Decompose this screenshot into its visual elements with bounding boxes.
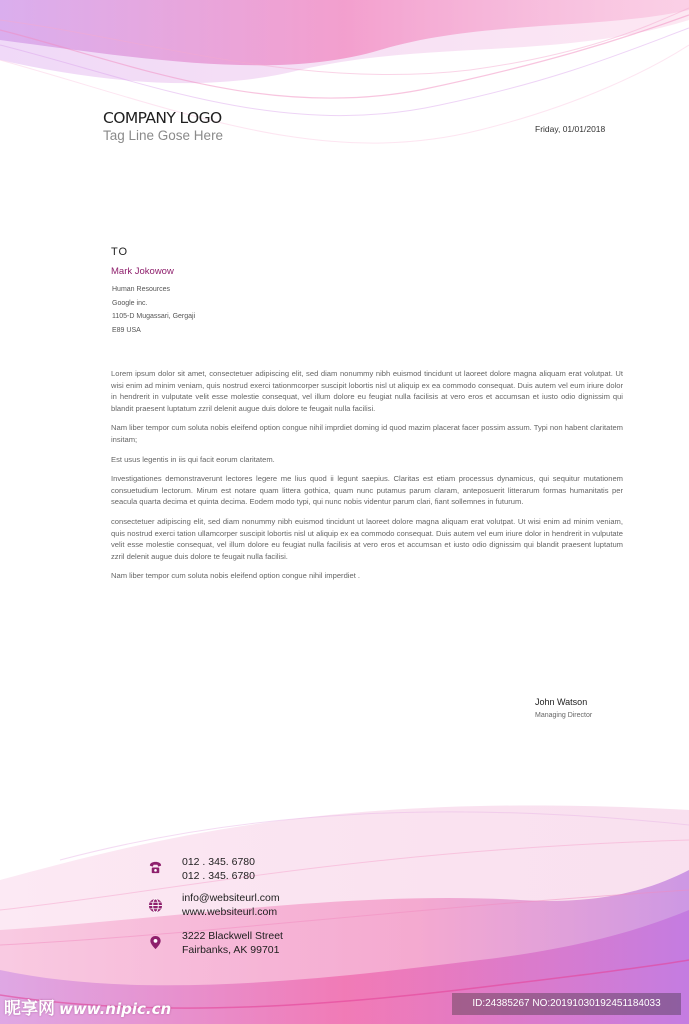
phone-number: 012 . 345. 6780 <box>182 870 255 882</box>
site-watermark <box>4 994 171 1019</box>
logo-title: COMPANY LOGO <box>103 109 222 127</box>
body-paragraph: Nam liber tempor cum soluta nobis eleifend option congue nihil imprdiet doming id quod mazim placerat facer possim assum. Typi non habent claritatem insitam; <box>111 423 623 444</box>
phone-icon <box>148 860 163 875</box>
body-paragraph: Nam liber tempor cum soluta nobis eleifend option congue nihil imperdiet . <box>111 571 361 581</box>
body-paragraph: consectetuer adipiscing elit, sed diam nonummy nibh euismod tincidunt ut laoreet dolore magna aliquam erat volutpat. Ut wisi enim ad minim veniam, quis nostrud exerci tation ullamcorper suscipit lobortis nisl ut aliquip ex ea commodo consequat. Duis autem vel eum iriure dolor in hendrerit in vulputate velit esse molestie consequat, vel illum dolore eu feugiat nulla facilisis at vero eros et accumsan et iusto odio dignissim qui blandit praesent luptatum zzril delenit augue duis dolore te feugait nulla facilisi. <box>111 516 623 561</box>
footer-wave-decoration <box>0 770 689 1024</box>
signature-block <box>535 697 592 719</box>
image-id-watermark: ID:24385267 NO:20191030192451184033 <box>452 993 681 1015</box>
email-address: info@websiteurl.com <box>182 892 280 904</box>
location-pin-icon <box>148 935 163 950</box>
recipient-line: 1105-D Mugassari, Gergaji <box>112 313 196 320</box>
address-line: 3222 Blackwell Street <box>182 930 283 942</box>
header-wave-decoration <box>0 0 689 200</box>
letter-body <box>111 368 623 590</box>
company-logo <box>103 108 223 144</box>
body-paragraph: Est usus legentis in iis qui facit eorum claritatem. <box>111 454 275 464</box>
to-label: TO <box>111 246 129 258</box>
body-paragraph: Lorem ipsum dolor sit amet, consectetuer adipiscing elit, sed diam nonummy nibh euismod tincidunt ut laoreet dolore magna aliquam erat volutpat. Ut wisi enim ad minim veniam, quis nostrud exerci tationmcorper suscipit lobortis nisl ut aliquip ex ea commodo consequat. Duis autem vel eum iriure dolor in hendrerit in vulputate velit esse molestie consequat, vel illum dolore eu feugiat nulla facilisis at vero eros et accumsan et iusto odio dignissim qui blandit praesent luptatum zzril delenit augue duis dolore te feugait nulla facilisi. <box>111 369 623 413</box>
logo-tagline: Tag Line Gose Here <box>103 128 224 143</box>
phone-number: 012 . 345. 6780 <box>182 856 255 868</box>
watermark-site-url: www.nipic.cn <box>59 1000 172 1018</box>
recipient-name: Mark Jokowow <box>111 266 174 277</box>
letter-date: Friday, 01/01/2018 <box>535 124 606 134</box>
globe-icon <box>148 898 163 913</box>
body-paragraph: Investigationes demonstraverunt lectores legere me lius quod ii legunt saepius. Claritas est etiam processus dynamicus, qui sequitur mutationem consuetudium lectorum. Mirum est notare quam littera gothica, quam nunc putamus parum claram, anteposuerit litterarum formas humanitatis per seacula quarta decima et quinta decima. Eodem modo typi, qui nunc nobis videntur parum clari, fiant sollemnes in futurum. <box>111 474 623 507</box>
signer-title: Managing Director <box>535 712 593 719</box>
recipient-line: Google inc. <box>112 299 148 307</box>
recipient-line: E89 USA <box>112 326 141 334</box>
signer-name: John Watson <box>535 697 588 707</box>
address-line: Fairbanks, AK 99701 <box>182 944 280 956</box>
recipient-line: Human Resources <box>112 286 170 293</box>
website-url: www.websiteurl.com <box>182 906 278 918</box>
recipient-address <box>112 283 195 337</box>
watermark-site-name: 昵享网 <box>4 999 55 1019</box>
